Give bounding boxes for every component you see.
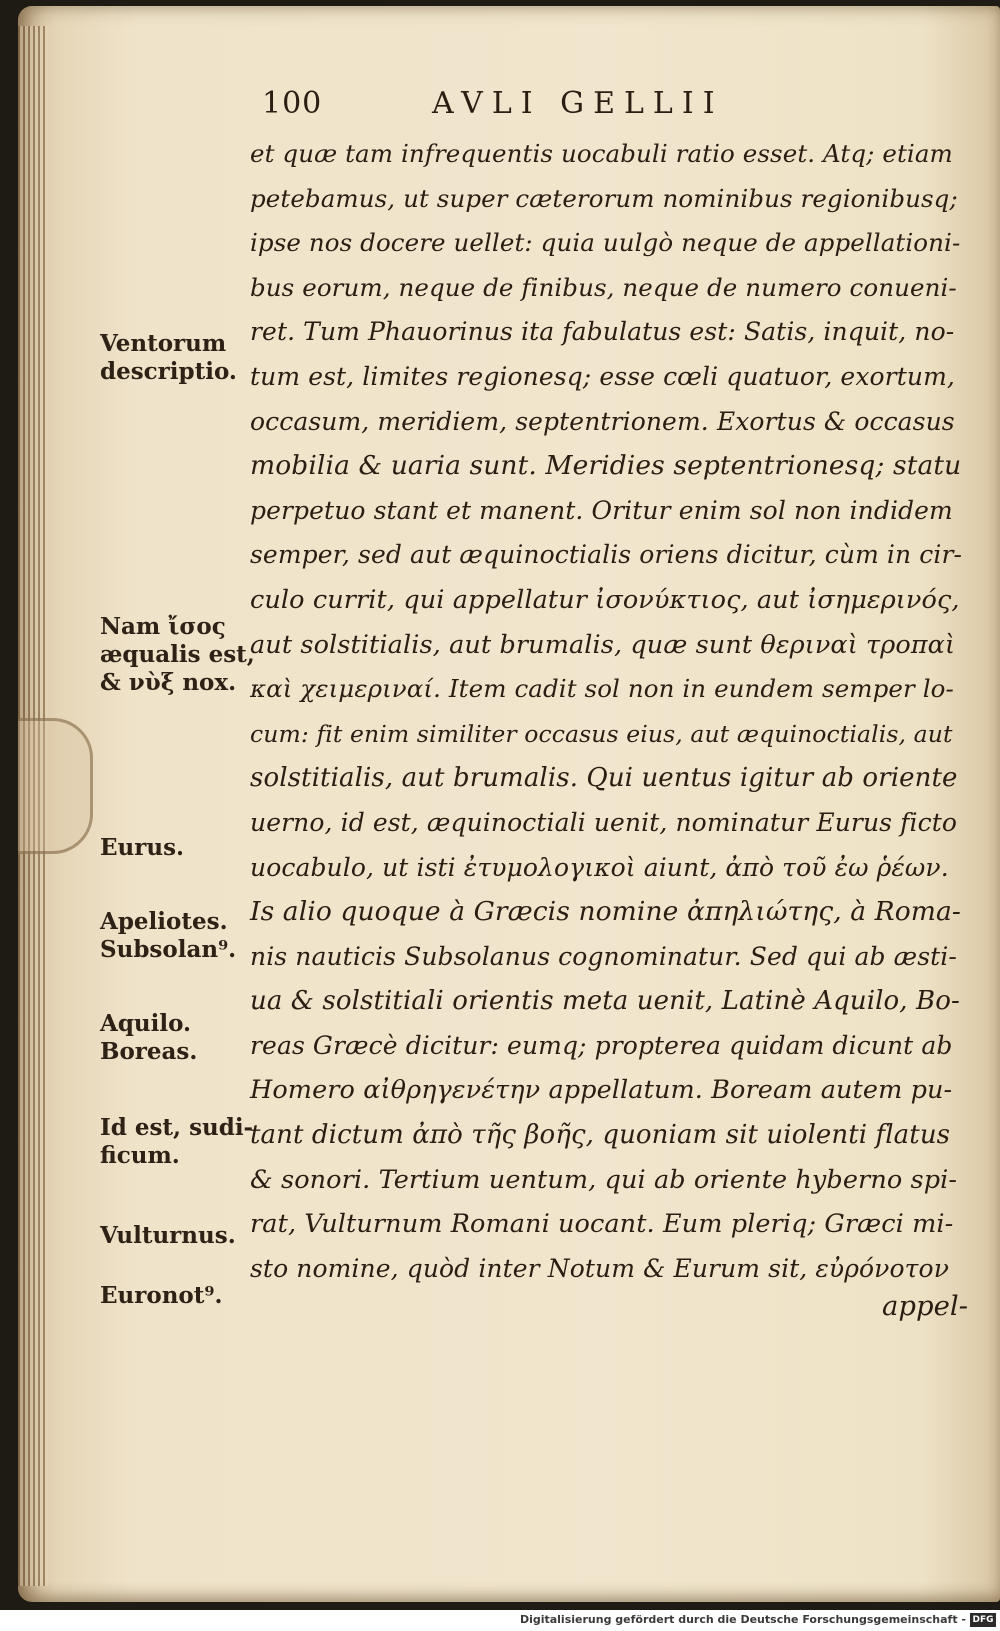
page-number: 100 xyxy=(262,86,323,121)
margin-note-line: Boreas. xyxy=(100,1038,198,1065)
text-line: et quæ tam infrequentis uocabuli ratio esset. Atq; etiam xyxy=(250,139,953,168)
margin-note-line: Subsolan⁹. xyxy=(100,936,237,963)
text-line: occasum, meridiem, septentrionem. Exortus & occasus xyxy=(250,406,955,436)
margin-note-line: Nam ἴσος xyxy=(100,613,226,640)
text-line: solstitialis, aut brumalis. Qui uentus igitur ab oriente xyxy=(250,763,958,794)
margin-note-vulturnus xyxy=(100,1222,236,1250)
text-line: uerno, id est, æquinoctiali uenit, nominatur Eurus ficto xyxy=(250,807,958,837)
book-clasp xyxy=(18,718,93,854)
margin-note-id-est xyxy=(100,1114,253,1170)
margin-note-nam xyxy=(100,613,255,697)
margin-note-ventorum xyxy=(100,330,237,386)
text-line: tum est, limites regionesq; esse cœli quatuor, exortum, xyxy=(250,361,955,391)
text-line: & sonori. Tertium uentum, qui ab oriente hyberno spi- xyxy=(250,1164,958,1195)
dfg-logo: DFG xyxy=(970,1613,996,1627)
margin-note-euronotus xyxy=(100,1282,222,1310)
margin-note-line: Vulturnus. xyxy=(100,1222,236,1249)
text-line: cum: fit enim similiter occasus eius, aut æquinoctialis, aut xyxy=(250,719,953,748)
margin-note-aquilo xyxy=(100,1010,197,1066)
margin-note-line: Apeliotes. xyxy=(100,908,228,935)
text-line: reas Græcè dicitur: eumq; propterea quidam dicunt ab xyxy=(250,1030,953,1060)
margin-note-line: ficum. xyxy=(100,1142,180,1169)
running-head xyxy=(262,86,962,126)
text-line: perpetuo stant et manent. Oritur enim sol non indidem xyxy=(250,495,953,525)
margin-note-apeliotes xyxy=(100,908,236,964)
margin-note-eurus xyxy=(100,834,184,862)
text-line: petebamus, ut super cæterorum nominibus regionibusq; xyxy=(250,183,958,213)
text-line: tant dictum ἀπὸ τῆς βοῆς, quoniam sit uiolenti flatus xyxy=(250,1120,951,1151)
text-line: semper, sed aut æquinoctialis oriens dicitur, cùm in cir- xyxy=(250,540,963,570)
text-line: uocabulo, ut isti ἐτυμολογικοὶ aiunt, ἀπὸ τοῦ ἐω ῥέων. xyxy=(250,852,949,882)
text-line: bus eorum, neque de finibus, neque de numero conueni- xyxy=(250,272,957,302)
margin-note-line: Eurus. xyxy=(100,834,185,861)
body-text xyxy=(250,132,962,1291)
text-line: mobilia & uaria sunt. Meridies septentrionesq; statu xyxy=(250,450,962,482)
margin-note-line: & νὺξ nox. xyxy=(100,669,237,696)
funding-credit: Digitalisierung gefördert durch die Deutsche Forschungsgemeinschaft - xyxy=(519,1613,966,1626)
text-line: aut solstitialis, aut brumalis, quæ sunt θεριναὶ τροπαὶ xyxy=(250,629,956,660)
margin-note-line: descriptio. xyxy=(100,358,237,385)
margin-note-line: Ventorum xyxy=(100,330,227,357)
margin-note-line: Id est, sudi- xyxy=(100,1114,254,1141)
text-line: culo currit, qui appellatur ἰσονύκτιος, aut ἰσημερινός, xyxy=(250,584,960,615)
text-line: nis nauticis Subsolanus cognominatur. Sed qui ab æsti- xyxy=(250,941,957,971)
margin-note-line: Aquilo. xyxy=(100,1010,192,1037)
text-line: sto nomine, quòd inter Notum & Eurum sit, εὐρόνοτον xyxy=(250,1253,949,1283)
margin-note-line: Euronot⁹. xyxy=(100,1282,223,1309)
text-line: Homero αἰθρηγενέτην appellatum. Boream autem pu- xyxy=(250,1075,953,1106)
margin-note-line: æqualis est, xyxy=(100,641,255,668)
footer-bar xyxy=(0,1610,1000,1631)
text-line: ipse nos docere uellet: quia uulgò neque de appellationi- xyxy=(250,228,961,258)
text-line: rat, Vulturnum Romani uocant. Eum pleriq; Græci mi- xyxy=(250,1209,954,1240)
text-line: ua & solstitiali orientis meta uenit, Latinè Aquilo, Bo- xyxy=(250,986,960,1017)
catchword: appel- xyxy=(882,1290,968,1322)
running-title: AVLI GELLII xyxy=(432,86,724,121)
text-line: ret. Tum Phauorinus ita fabulatus est: Satis, inquit, no- xyxy=(250,317,955,347)
text-line: Is alio quoque à Græcis nomine ἀπηλιώτης, à Roma- xyxy=(250,896,961,928)
text-line: καὶ χειμεριναί. Item cadit sol non in eundem semper lo- xyxy=(250,674,954,704)
